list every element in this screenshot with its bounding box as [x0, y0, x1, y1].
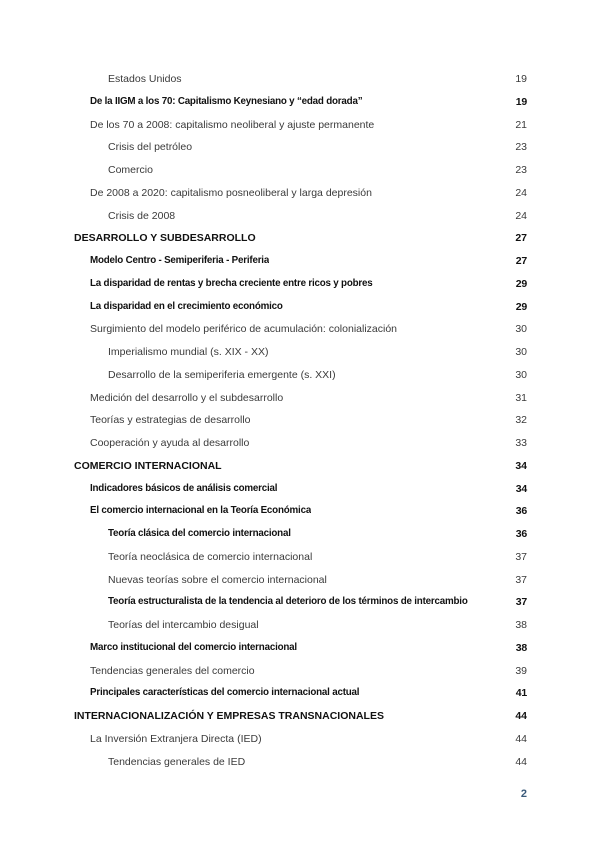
toc-entry-page: 29 — [515, 277, 527, 290]
toc-entry-page: 37 — [515, 596, 527, 609]
toc-entry-page: 27 — [515, 232, 527, 245]
toc-entry-page: 36 — [515, 505, 527, 518]
toc-entry-label: Marco institucional del comercio internacional — [90, 641, 297, 653]
toc-entry[interactable] — [108, 162, 527, 178]
toc-entry-label: Estados Unidos — [108, 73, 182, 85]
toc-entry-page: 37 — [515, 573, 527, 586]
toc-entry-page: 38 — [515, 619, 527, 631]
toc-entry-label: De la IIGM a los 70: Capitalismo Keynesiano y “edad dorada” — [90, 95, 363, 107]
toc-entry[interactable] — [90, 412, 527, 428]
toc-entry[interactable] — [74, 230, 527, 246]
toc-entry-label: Teoría clásica del comercio internacional — [108, 528, 291, 539]
toc-entry[interactable] — [108, 617, 527, 633]
toc-entry[interactable] — [90, 435, 527, 451]
toc-entry-label: Desarrollo de la semiperiferia emergente (s. XXI) — [108, 368, 336, 381]
toc-entry-page: 38 — [515, 641, 527, 654]
toc-entry-label: Surgimiento del modelo periférico de acumulación: colonialización — [90, 323, 398, 336]
toc-entry-label: De los 70 a 2008: capitalismo neoliberal y ajuste permanente — [90, 118, 375, 131]
toc-entry[interactable] — [90, 117, 527, 133]
toc-entry[interactable] — [90, 640, 527, 656]
toc-entry-page: 29 — [515, 300, 527, 313]
toc-entry[interactable] — [90, 299, 527, 315]
toc-entry-page: 39 — [515, 664, 527, 677]
toc-entry[interactable] — [108, 526, 527, 542]
toc-entry-page: 31 — [515, 391, 527, 404]
toc-entry-page: 27 — [515, 255, 527, 267]
toc-entry-label: COMERCIO INTERNACIONAL — [74, 459, 222, 472]
toc-entry-page: 30 — [515, 368, 527, 381]
toc-entry-label: Modelo Centro - Semiperiferia - Periferia — [90, 255, 270, 266]
toc-entry[interactable] — [90, 253, 527, 269]
toc-entry[interactable] — [108, 208, 527, 224]
toc-entry-page: 19 — [515, 73, 527, 85]
toc-entry-page: 44 — [515, 732, 527, 745]
toc-entry-page: 30 — [515, 323, 527, 336]
toc-entry[interactable] — [108, 594, 527, 610]
toc-entry-page: 19 — [515, 95, 527, 108]
toc-entry[interactable] — [90, 94, 527, 110]
toc-entry-label: Crisis del petróleo — [108, 141, 193, 154]
toc-entry-label: Indicadores básicos de análisis comercial — [90, 482, 278, 494]
page-number: 2 — [520, 788, 527, 800]
toc-entry-page: 23 — [515, 164, 527, 176]
toc-entry-page: 36 — [515, 528, 527, 540]
toc-entry-label: Teoría estructuralista de la tendencia al deterioro de los términos de intercambio — [108, 596, 468, 608]
toc-entry-label: Crisis de 2008 — [108, 209, 176, 222]
toc-entry-label: Cooperación y ayuda al desarrollo — [90, 437, 250, 449]
toc-entry[interactable] — [90, 685, 527, 701]
toc-entry[interactable] — [108, 71, 527, 87]
toc-entry-label: La disparidad en el crecimiento económico — [90, 300, 283, 312]
toc-entry[interactable] — [108, 549, 527, 565]
toc-entry-label: De 2008 a 2020: capitalismo posneoliberal y larga depresión — [90, 186, 372, 199]
toc-entry-label: La disparidad de rentas y brecha creciente entre ricos y pobres — [90, 277, 373, 289]
toc-entry-page: 30 — [515, 346, 527, 358]
toc-entry[interactable] — [74, 458, 527, 474]
toc-entry[interactable] — [90, 321, 527, 337]
toc-entry[interactable] — [90, 663, 527, 679]
toc-entry[interactable] — [74, 708, 527, 724]
toc-entry-page: 34 — [515, 459, 527, 472]
toc-entry-page: 41 — [515, 687, 527, 700]
toc-entry-label: La Inversión Extranjera Directa (IED) — [90, 732, 262, 745]
toc-entry[interactable] — [108, 754, 527, 770]
toc-entry-page: 24 — [515, 209, 527, 222]
toc-entry[interactable] — [90, 276, 527, 292]
toc-entry[interactable] — [108, 139, 527, 155]
toc-entry-page: 23 — [515, 141, 527, 154]
toc-entry-label: El comercio internacional en la Teoría Económica — [90, 505, 312, 517]
toc-entry-page: 44 — [515, 755, 527, 768]
toc-entry-page: 21 — [515, 118, 527, 131]
toc-entry-label: INTERNACIONALIZACIÓN Y EMPRESAS TRANSNACIONALES — [74, 710, 384, 722]
toc-entry-page: 33 — [515, 437, 527, 449]
toc-entry-label: Tendencias generales de IED — [108, 755, 246, 768]
toc-entry-label: Comercio — [108, 164, 153, 176]
toc-entry[interactable] — [90, 481, 527, 497]
toc-entry-page: 44 — [515, 710, 527, 722]
toc-entry-label: Teoría neoclásica de comercio internacional — [108, 550, 313, 563]
toc-entry[interactable] — [108, 572, 527, 588]
toc-entry[interactable] — [90, 503, 527, 519]
toc-entry-label: Principales características del comercio internacional actual — [90, 687, 360, 699]
toc-entry[interactable] — [108, 344, 527, 360]
toc-entry[interactable] — [90, 731, 527, 747]
toc-entry-label: Teorías del intercambio desigual — [108, 619, 259, 631]
toc-entry-label: Nuevas teorías sobre el comercio internacional — [108, 573, 327, 586]
toc-entry[interactable] — [108, 367, 527, 383]
toc-entry-page: 24 — [515, 186, 527, 199]
toc-entry-page: 32 — [515, 414, 527, 427]
toc-entry-label: Tendencias generales del comercio — [90, 664, 255, 677]
toc-entry[interactable] — [90, 390, 527, 406]
toc-entry-page: 34 — [515, 482, 527, 495]
toc-entry-label: Imperialismo mundial (s. XIX - XX) — [108, 346, 269, 358]
toc-entry-page: 37 — [515, 550, 527, 563]
toc-entry-label: DESARROLLO Y SUBDESARROLLO — [74, 232, 256, 245]
toc-entry-label: Teorías y estrategias de desarrollo — [90, 414, 251, 427]
toc-entry-label: Medición del desarrollo y el subdesarrollo — [90, 391, 284, 404]
toc-entry[interactable] — [90, 185, 527, 201]
